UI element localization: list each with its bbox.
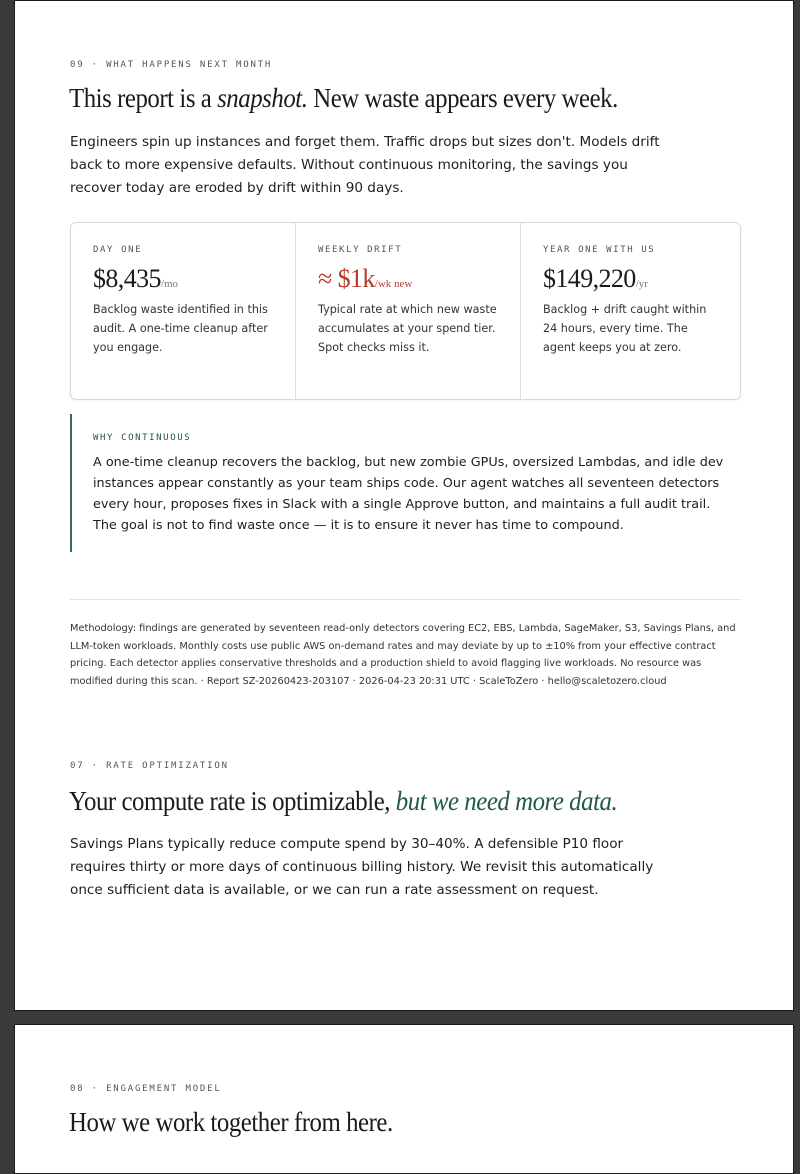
stat-unit: /mo: [160, 278, 179, 290]
stat-unit: /wk new: [374, 278, 413, 290]
stat-label: DAY ONE: [93, 245, 143, 255]
stat-value: [93, 264, 273, 294]
stat-description: Backlog waste identified in this audit. A one-time cleanup after you engage.: [93, 303, 268, 354]
report-page: [14, 0, 794, 1011]
stat-description: Typical rate at which new waste accumulates at your spend tier. Spot checks miss it.: [318, 303, 497, 354]
heading-text: This report is a: [69, 83, 218, 113]
stat-year-one: [521, 223, 745, 399]
stat-amount: $8,435: [93, 264, 161, 293]
stat-weekly-drift: [296, 223, 521, 399]
stat-amount: ≈ $1k: [318, 264, 375, 293]
stat-value: [543, 264, 723, 294]
section-eyebrow: 09 · WHAT HAPPENS NEXT MONTH: [70, 60, 273, 70]
stat-value: [318, 264, 498, 294]
section-eyebrow: 07 · RATE OPTIMIZATION: [70, 761, 229, 771]
why-continuous-callout: [70, 414, 732, 552]
report-page: [14, 1024, 794, 1174]
section-heading: [69, 785, 617, 817]
methodology-note: Methodology: findings are generated by seventeen read-only detectors covering EC2, EBS, Lambda, SageMaker, S3, Savings Plans, and LLM-token workloads. Monthly costs use public AWS on-demand rates and may deviate by up to ±10% from your effective contract pricing. Each detector applies conservative thresholds and a production shield to avoid flagging live workloads. No resource was modified during this scan. · Report SZ-20260423-203107 · 2026-04-23 20:31 UTC · ScaleToZero · hello@scaletozero.cloud: [70, 623, 736, 687]
stat-unit: /yr: [635, 278, 648, 290]
stat-day-one: [71, 223, 296, 399]
section-heading: [69, 82, 618, 114]
stat-amount: $149,220: [543, 264, 636, 293]
heading-text: New waste appears every week.: [307, 83, 618, 113]
stat-label: WEEKLY DRIFT: [318, 245, 403, 255]
stat-label: YEAR ONE WITH US: [543, 245, 656, 255]
divider: [70, 599, 741, 600]
section-body: Savings Plans typically reduce compute spend by 30–40%. A defensible P10 floor requires thirty or more days of continuous billing history. We revisit this automatically once sufficient data is available, or we can run a rate assessment on request.: [70, 836, 654, 898]
heading-text: Your compute rate is optimizable,: [69, 786, 396, 816]
stat-description: Backlog + drift caught within 24 hours, every time. The agent keeps you at zero.: [543, 303, 707, 354]
section-heading: How we work together from here.: [69, 1107, 393, 1137]
section-eyebrow: 08 · ENGAGEMENT MODEL: [70, 1084, 222, 1094]
callout-text: A one-time cleanup recovers the backlog, but new zombie GPUs, oversized Lambdas, and idle dev instances appear constantly as your team ships code. Our agent watches all seventeen detectors every hour, proposes fixes in Slack with a single Approve button, and maintains a full audit trail. The goal is not to find waste once — it is to ensure it never has time to compound.: [93, 455, 724, 533]
heading-emphasis: snapshot.: [217, 83, 308, 113]
callout-label: WHY CONTINUOUS: [93, 433, 192, 443]
stats-panel: [70, 222, 741, 400]
section-body: Engineers spin up instances and forget them. Traffic drops but sizes don't. Models drift back to more expensive defaults. Without continuous monitoring, the savings you recover today are eroded by drift within 90 days.: [70, 134, 660, 196]
heading-emphasis: but we need more data.: [395, 786, 618, 816]
